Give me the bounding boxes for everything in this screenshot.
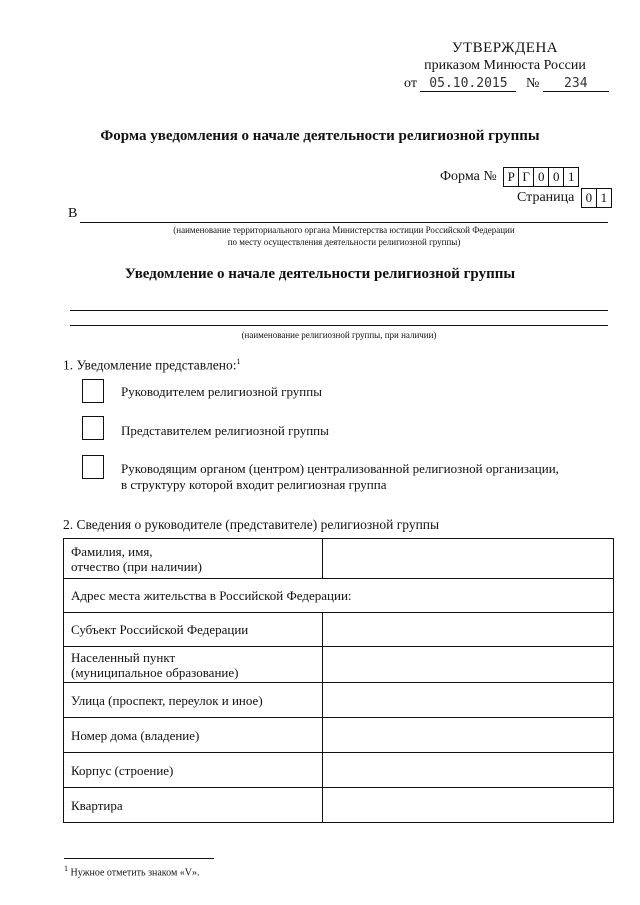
- page-number-cell: 0: [581, 188, 597, 208]
- footnote-ref: 1: [236, 357, 241, 366]
- form-number-cell: Р: [503, 167, 519, 187]
- full-name-label-line1: Фамилия, имя,: [71, 543, 153, 559]
- option-leader-label: Руководителем религиозной группы: [121, 384, 322, 399]
- table-row: [64, 613, 614, 647]
- locality-input[interactable]: [323, 647, 614, 683]
- building-input[interactable]: [323, 753, 614, 788]
- option-central-organ-checkbox[interactable]: [82, 455, 104, 479]
- full-name-label-line2: отчество (при наличии): [71, 558, 202, 574]
- leader-info-table: [63, 538, 614, 823]
- form-number-cell: 1: [563, 167, 579, 187]
- section2-title: 2. Сведения о руководителе (представителе) религиозной группы: [63, 517, 440, 532]
- page-number-row: [517, 188, 612, 208]
- form-number-cell: Г: [518, 167, 534, 187]
- apartment-input[interactable]: [323, 788, 614, 823]
- form-number-cell: 0: [533, 167, 549, 187]
- table-row: [64, 539, 614, 579]
- form-number-label: Форма №: [440, 169, 497, 185]
- section1-title: [63, 357, 240, 374]
- page-number-cells: [582, 188, 612, 208]
- order-reference: [404, 76, 609, 92]
- locality-label-line1: Населенный пункт: [71, 649, 176, 665]
- notice-title: Уведомление о начале деятельности религиозной группы: [124, 266, 516, 282]
- form-number-cell: 0: [548, 167, 564, 187]
- table-row: [64, 788, 614, 823]
- group-name-field-line1[interactable]: [70, 310, 608, 311]
- order-number: 234: [543, 76, 609, 92]
- address-heading: Адрес места жительства в Российской Федерации:: [64, 579, 614, 613]
- group-name-note: (наименование религиозной группы, при наличии): [241, 330, 437, 340]
- table-row: [64, 647, 614, 683]
- form-number-cells: [504, 167, 579, 187]
- option-central-organ-line1: Руководящим органом (центром) централизованной религиозной организации,: [121, 461, 559, 476]
- building-label: Корпус (строение): [64, 753, 323, 788]
- recipient-note-line2: по месту осуществления деятельности религиозной группы): [227, 237, 461, 247]
- table-row: [64, 753, 614, 788]
- table-row: [64, 579, 614, 613]
- order-from-label: от: [404, 76, 417, 91]
- form-number-row: [440, 167, 579, 187]
- footnote: [64, 864, 200, 878]
- approved-heading: УТВЕРЖДЕНА: [451, 40, 559, 56]
- option-leader-checkbox[interactable]: [82, 379, 104, 403]
- full-name-input[interactable]: [323, 539, 614, 579]
- option-central-organ-line2: в структуру которой входит религиозная группа: [121, 477, 387, 492]
- option-representative-checkbox[interactable]: [82, 416, 104, 440]
- page-label: Страница: [517, 190, 575, 206]
- street-input[interactable]: [323, 683, 614, 718]
- apartment-label: Квартира: [64, 788, 323, 823]
- page-number-cell: 1: [596, 188, 612, 208]
- form-title: Форма уведомления о начале деятельности религиозной группы: [100, 128, 540, 144]
- approval-block: [400, 40, 610, 74]
- recipient-note-line1: (наименование территориального органа Министерства юстиции Российской Федерации: [173, 225, 515, 235]
- house-number-input[interactable]: [323, 718, 614, 753]
- full-name-label: [64, 539, 323, 579]
- footnote-text: Нужное отметить знаком «V».: [70, 867, 200, 879]
- option-central-organ-label: [121, 461, 559, 493]
- region-input[interactable]: [323, 613, 614, 647]
- table-row: [64, 718, 614, 753]
- order-date: 05.10.2015: [420, 76, 516, 92]
- house-number-label: Номер дома (владение): [64, 718, 323, 753]
- option-representative-label: Представителем религиозной группы: [121, 423, 329, 438]
- table-row: [64, 683, 614, 718]
- section1-title-text: 1. Уведомление представлено:: [63, 357, 237, 373]
- approved-by-order: приказом Минюста России: [424, 58, 586, 73]
- street-label: Улица (проспект, переулок и иное): [64, 683, 323, 718]
- group-name-field-line2[interactable]: [70, 325, 608, 326]
- footnote-mark: 1: [64, 864, 68, 873]
- recipient-field[interactable]: [80, 222, 608, 223]
- region-label: Субъект Российской Федерации: [64, 613, 323, 647]
- locality-label-line2: (муниципальное образование): [71, 664, 239, 680]
- recipient-note: [80, 224, 608, 248]
- recipient-prefix: В: [68, 206, 78, 221]
- footnote-divider: [64, 858, 214, 859]
- locality-label: [64, 647, 323, 683]
- order-number-label: №: [525, 76, 540, 91]
